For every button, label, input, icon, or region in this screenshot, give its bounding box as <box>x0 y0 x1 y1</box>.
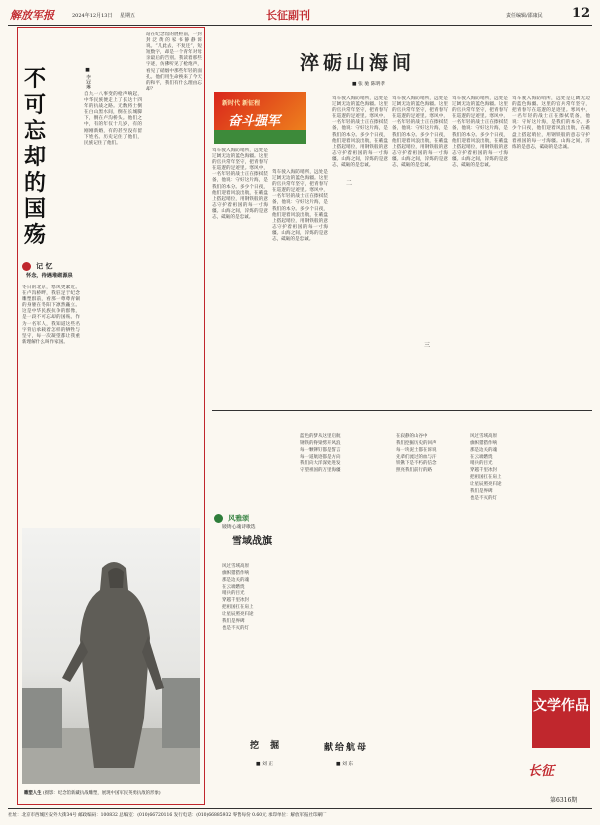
section-label: 记 忆 <box>22 256 92 268</box>
weekday: 星期五 <box>120 13 136 19</box>
circle-icon <box>22 262 31 271</box>
subtitle: 怀念，待遇堆砌源泉 <box>26 273 73 279</box>
circle-icon <box>214 514 223 523</box>
poem-body: 风过雪域高原 旗帜猎猎作响 那是边关的魂 在云端燃烧 哨兵的目光 穿越千里冰封 把祖国扛在肩上 让星辰照亮归途 我们是界碑 也是不灭的灯 <box>222 563 254 631</box>
page-number: 12 <box>572 6 591 21</box>
section-mark-3: 三 <box>424 342 431 349</box>
section-mark-2: 二 <box>346 180 353 187</box>
poem-body-b: 蓝色的梦从这里启航 钢铁的脊梁劈开风浪 每一颗铆钉都是誓言 每一道航迹都是方向 我们向大洋深处进发 守望祖国的万里海疆 <box>300 433 341 474</box>
poem-body-c: 在寂静的山谷中 我们挖掘历史的回声 每一块泥土都在诉说 先辈们流过的血与汗 铁锹下是不朽的信念 照亮我们前行的路 <box>396 433 437 474</box>
page-header <box>8 4 592 26</box>
article-author: ■ 李冠琳 <box>85 68 90 89</box>
section-title: 长征副刊 <box>266 9 310 22</box>
editor: 责任编辑/邵康民 <box>506 13 543 19</box>
issue-number: 第6316期 <box>550 797 578 804</box>
feature-col4: 驾车驶入海防哨所，远处是辽阔无边的蓝色海疆。这里的官兵常年坚守，把青春写在巡逻的足迹里。寒风中，一名年轻的战士正在擦拭装备，他说：守好这片海，是我们的本分。多少个日夜，他们迎着风浪出航，在礁盘上搭起哨位，用钢铁般的意志守护着祖国的每一寸海疆。山海之间，淬炼的是意志，砥砺的是忠诚。 <box>392 96 448 169</box>
col2-body: 自九一八事变的枪声响起，中华民族便走上了长达十四年的抗战之路。无数将士倒在白山黑水间，倒在长城脚下，倒在卢沟桥头。他们之中，有的年仅十几岁，有的刚刚新婚，有的甚至没有留下姓名。历史记住了他们，民族记住了他们。 <box>84 92 142 146</box>
statue-photo <box>22 528 200 784</box>
literature-badge: 文学作品 <box>532 690 590 748</box>
left-article-frame <box>17 27 205 805</box>
footer-rule <box>8 808 592 809</box>
article-title: 不 可 忘 却 的 国 殇 <box>24 66 47 248</box>
poem3-author: ■ 刘 东 <box>336 762 354 767</box>
footer-info: 社址：北京市西城区安外大街34号 邮政编码：100832 总编室：(010)66720116 发行电话：(010)66885932 零售每份 0.60元 承印单位：解放军报社印刷厂 <box>8 813 327 818</box>
col3-body: 站在纪念馆的展柜前，一封封泛黄的家书静静诉说。“儿此去，不复还”，短短数字，却是一个青年对母亲最后的告别。我读着那些字迹，仿佛听见了枪炮声，看见了硝烟中那些年轻的面孔。他们用生命换来了今天的和平，我们有什么理由忘却？ <box>146 32 202 92</box>
poem-body-d: 风过雪域高原 旗帜猎猎作响 那是边关的魂 在云端燃烧 哨兵的目光 穿越千里冰封 把祖国扛在肩上 让星辰照亮归途 我们是界碑 也是不灭的灯 <box>470 433 502 501</box>
feature-col3: 驾车驶入海防哨所，远处是辽阔无边的蓝色海疆。这里的官兵常年坚守，把青春写在巡逻的足迹里。寒风中，一名年轻的战士正在擦拭装备，他说：守好这片海，是我们的本分。多少个日夜，他们迎着风浪出航，在礁盘上搭起哨位，用钢铁般的意志守护着祖国的每一寸海疆。山海之间，淬炼的是意志，砥砺的是忠诚。 <box>332 96 388 169</box>
feature-author: ■ 张 驰 陈明孝 <box>352 82 386 87</box>
poem3-title: 献给航母 <box>324 743 369 753</box>
banner-graphic: 新时代 新征程 奋斗强军 <box>214 92 306 144</box>
column-logo: 长征 <box>528 764 555 779</box>
divider <box>212 410 592 411</box>
photo-caption: 雕塑人生 (摄影：纪念馆新藏抗战雕塑，展现中国军民英勇抗敌的形象) <box>24 791 161 796</box>
date: 2024年12月13日 <box>72 13 113 19</box>
col1-body: 冬日的北京，寒风更紧近。在卢沟桥畔，我驻足于纪念雕塑群前，看那一尊尊青铜的身躯在冬阳下凛然矗立。这是中华民族抗争的群像，是一段不可忘却的国殇。作为一名军人，我知道这些名字背后承载着怎样的牺牲与坚守，每一次凝望都让我重新理解什么叫作家国。 <box>22 285 80 345</box>
feature-title: 淬砺山海间 <box>300 52 416 74</box>
feature-col1: 驾车驶入海防哨所，远处是辽阔无边的蓝色海疆。这里的官兵常年坚守，把青春写在巡逻的足迹里。寒风中，一名年轻的战士正在擦拭装备，他说：守好这片海，是我们的本分。多少个日夜，他们迎着风浪出航，在礁盘上搭起哨位，用钢铁般的意志守护着祖国的每一寸海疆。山海之间，淬炼的是意志，砥砺的是忠诚。 <box>212 148 268 221</box>
poem-subtitle: 锻铸心魂诗歌选 <box>222 525 256 530</box>
poem2-title: 挖 掘 <box>250 741 284 751</box>
masthead: 解放军报 <box>10 9 54 22</box>
poem-section-label: 风雅颂 <box>214 508 284 521</box>
feature-col2: 驾车驶入海防哨所，远处是辽阔无边的蓝色海疆。这里的官兵常年坚守，把青春写在巡逻的足迹里。寒风中，一名年轻的战士正在擦拭装备，他说：守好这片海，是我们的本分。多少个日夜，他们迎着风浪出航，在礁盘上搭起哨位，用钢铁般的意志守护着祖国的每一寸海疆。山海之间，淬炼的是意志，砥砺的是忠诚。 <box>272 170 328 243</box>
statue-figure <box>22 528 200 784</box>
feature-col5: 驾车驶入海防哨所，远处是辽阔无边的蓝色海疆。这里的官兵常年坚守，把青春写在巡逻的足迹里。寒风中，一名年轻的战士正在擦拭装备，他说：守好这片海，是我们的本分。多少个日夜，他们迎着风浪出航，在礁盘上搭起哨位，用钢铁般的意志守护着祖国的每一寸海疆。山海之间，淬炼的是意志，砥砺的是忠诚。 <box>452 96 508 169</box>
poem2-author: ■ 刘 正 <box>256 762 274 767</box>
feature-col6: 驾车驶入海防哨所，远处是辽阔无边的蓝色海疆。这里的官兵常年坚守，把青春写在巡逻的足迹里。寒风中，一名年轻的战士正在擦拭装备，他说：守好这片海，是我们的本分。多少个日夜，他们迎着风浪出航，在礁盘上搭起哨位，用钢铁般的意志守护着祖国的每一寸海疆。山海之间，淬炼的是意志，砥砺的是忠诚。 <box>512 96 590 150</box>
poem-title: 雪域战旗 <box>232 536 272 547</box>
